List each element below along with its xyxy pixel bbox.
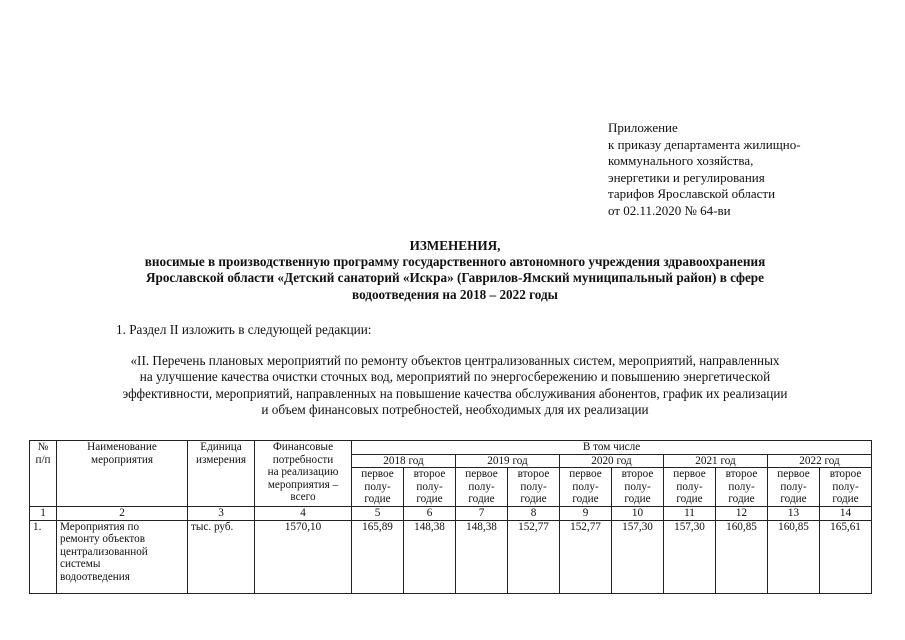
table-row [30, 520, 872, 593]
column-number: 7 [456, 506, 508, 520]
header-half-first: первое полу- годие [768, 468, 820, 507]
header-year-2022: 2022 год [768, 454, 872, 468]
header-half-second: второе полу- годие [612, 468, 664, 507]
header-year-2018: 2018 год [352, 454, 456, 468]
row-value-2020-h2: 157,30 [612, 520, 664, 593]
column-number: 13 [768, 506, 820, 520]
header-half-first: первое полу- годие [352, 468, 404, 507]
column-number: 2 [57, 506, 188, 520]
heading-title: ИЗМЕНЕНИЯ, [409, 238, 501, 253]
document-heading [70, 238, 840, 303]
header-half-first: первое полу- годие [560, 468, 612, 507]
row-value-2018-h2: 148,38 [404, 520, 456, 593]
column-number: 4 [255, 506, 352, 520]
header-year-2021: 2021 год [664, 454, 768, 468]
header-num: № п/п [30, 441, 57, 507]
row-unit: тыс. руб. [188, 520, 255, 593]
header-name: Наименование мероприятия [57, 441, 188, 507]
row-value-2018-h1: 165,89 [352, 520, 404, 593]
row-total: 1570,10 [255, 520, 352, 593]
row-value-2021-h2: 160,85 [716, 520, 768, 593]
header-half-first: первое полу- годие [456, 468, 508, 507]
column-number: 3 [188, 506, 255, 520]
row-value-2019-h2: 152,77 [508, 520, 560, 593]
header-year-2020: 2020 год [560, 454, 664, 468]
row-value-2021-h1: 157,30 [664, 520, 716, 593]
column-number: 5 [352, 506, 404, 520]
paragraph-1: 1. Раздел II изложить в следующей редакции: [116, 322, 372, 337]
header-year-2019: 2019 год [456, 454, 560, 468]
column-number: 9 [560, 506, 612, 520]
column-number: 1 [30, 506, 57, 520]
header-half-second: второе полу- годие [404, 468, 456, 507]
header-half-first: первое полу- годие [664, 468, 716, 507]
heading-subtitle: вносимые в производственную программу государственного автономного учреждения здравоохранения Ярославской области «Детский санаторий «Искра» (Гаврилов-Ямский муниципальный район) в сфере водоотведения на 2018 – 2022 годы [144, 254, 766, 302]
header-unit: Единица измерения [188, 441, 255, 507]
section-title: «II. Перечень плановых мероприятий по ремонту объектов централизованных систем, мероприятий, направленных на улучшение качества очистки сточных вод, мероприятий по энергосбережению и повышению энергетической эффективности, мероприятий, направленных на повышение качества обслуживания абонентов, график их реализации и объем финансовых потребностей, необходимых для их реализации [122, 353, 788, 418]
column-number: 12 [716, 506, 768, 520]
row-name: Мероприятия по ремонту объектов централизованной системы водоотведения [57, 520, 188, 593]
column-number: 14 [820, 506, 872, 520]
header-half-second: второе полу- годие [716, 468, 768, 507]
header-half-second: второе полу- годие [820, 468, 872, 507]
row-value-2022-h2: 165,61 [820, 520, 872, 593]
row-value-2022-h1: 160,85 [768, 520, 820, 593]
header-half-second: второе полу- годие [508, 468, 560, 507]
column-number: 11 [664, 506, 716, 520]
header-row-1 [30, 441, 872, 455]
column-number: 8 [508, 506, 560, 520]
row-value-2020-h1: 152,77 [560, 520, 612, 593]
column-number: 10 [612, 506, 664, 520]
column-number: 6 [404, 506, 456, 520]
plan-table [29, 440, 872, 594]
row-num: 1. [30, 520, 57, 593]
column-number-row [30, 506, 872, 520]
appendix-block: Приложение к приказу департамента жилищно- коммунального хозяйства, энергетики и регулирования тарифов Ярославской области от 02.11.2020 № 64-ви [608, 120, 801, 218]
row-value-2019-h1: 148,38 [456, 520, 508, 593]
header-finance: Финансовые потребности на реализацию мероприятия – всего [255, 441, 352, 507]
header-including: В том числе [352, 441, 872, 455]
